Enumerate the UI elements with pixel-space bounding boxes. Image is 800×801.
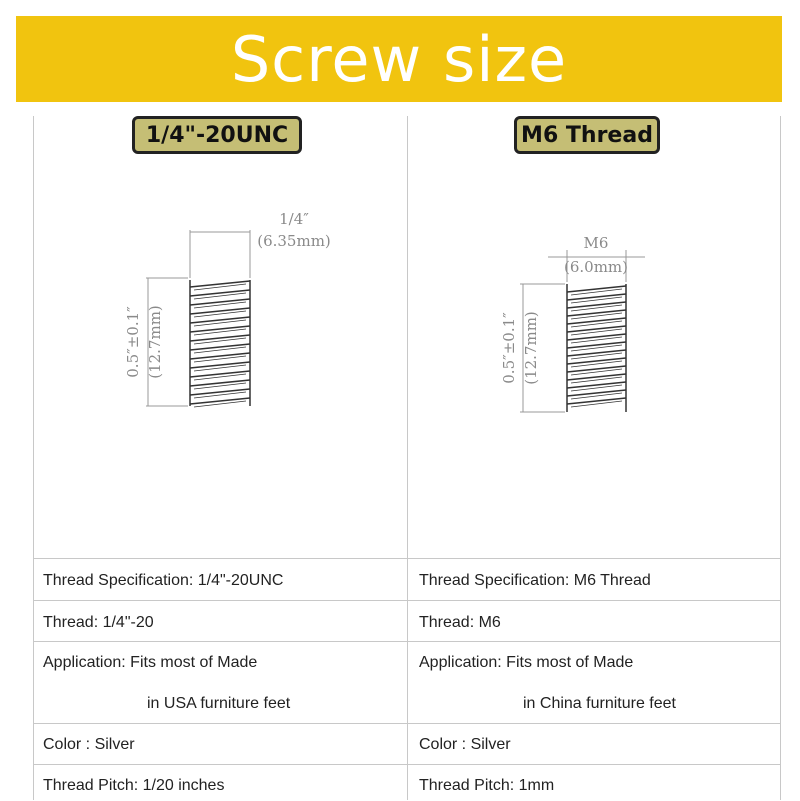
m6-thread-line <box>567 318 626 324</box>
unc-thread-line <box>190 344 250 350</box>
m6-thread-line <box>571 401 622 407</box>
unc-thread-line <box>194 374 246 380</box>
m6-thread: Thread: M6 <box>419 614 501 631</box>
unc-thread-line <box>194 392 246 398</box>
m6-thread-line <box>571 361 622 367</box>
unc-thread-line <box>194 320 246 326</box>
unc-thread-line <box>190 353 250 359</box>
m6-thread-line <box>567 398 626 404</box>
unc-thread-line <box>190 380 250 386</box>
unc-thread-line <box>194 347 246 353</box>
m6-thread-line <box>567 302 626 308</box>
m6-thread-pitch: Thread Pitch: 1mm <box>419 777 555 794</box>
unc-thread-line <box>194 383 246 389</box>
unc-thread-line <box>190 362 250 368</box>
unc-thread-line <box>190 371 250 377</box>
unc-application-line2: in USA furniture feet <box>147 695 291 712</box>
m6-thread-line <box>567 390 626 396</box>
m6-thread-line <box>567 326 626 332</box>
unc-thread-line <box>190 317 250 323</box>
m6-width-label: M6 <box>583 234 609 252</box>
unc-thread-line <box>190 281 250 287</box>
m6-thread-line <box>567 366 626 372</box>
spec-row-thread <box>33 600 781 642</box>
m6-thread-line <box>567 334 626 340</box>
m6-thread-line <box>571 329 622 335</box>
m6-thread-line <box>567 310 626 316</box>
unc-thread-line <box>194 356 246 362</box>
m6-thread-line <box>571 297 622 303</box>
m6-thread-spec: Thread Specification: M6 Thread <box>419 572 651 589</box>
m6-thread-line <box>571 337 622 343</box>
unc-thread-line <box>194 365 246 371</box>
m6-thread-line <box>571 321 622 327</box>
m6-thread-line <box>567 294 626 300</box>
unc-thread-line <box>194 302 246 308</box>
m6-thread-line <box>567 342 626 348</box>
unc-width-dimension <box>190 230 250 278</box>
m6-application-line2: in China furniture feet <box>523 695 676 712</box>
m6-thread-line <box>567 358 626 364</box>
m6-badge: M6 Thread <box>514 116 660 154</box>
unc-thread-lines <box>190 281 250 407</box>
m6-thread-line <box>567 350 626 356</box>
m6-thread-line <box>571 305 622 311</box>
m6-color: Color : Silver <box>419 736 511 753</box>
unc-width-label: 1/4″ <box>279 210 309 228</box>
unc-screw-drawing <box>190 280 250 407</box>
unc-thread-line <box>190 290 250 296</box>
unc-thread-line <box>194 284 246 290</box>
m6-thread-line <box>571 345 622 351</box>
m6-thread-line <box>571 385 622 391</box>
unc-thread-line <box>194 293 246 299</box>
unc-thread-line <box>194 338 246 344</box>
m6-application-line1: Application: Fits most of Made <box>419 654 634 671</box>
unc-color: Color : Silver <box>43 736 135 753</box>
m6-length-label: 0.5″±0.1″ <box>500 312 518 384</box>
m6-thread-line <box>571 377 622 383</box>
unc-length-mm-label: (12.7mm) <box>146 305 164 379</box>
m6-screw-drawing <box>567 284 626 412</box>
unc-width-mm-label: (6.35mm) <box>257 232 331 250</box>
unc-thread-line <box>194 329 246 335</box>
unc-badge: 1/4"-20UNC <box>132 116 302 154</box>
unc-thread-spec: Thread Specification: 1/4"-20UNC <box>43 572 284 589</box>
m6-thread-line <box>571 313 622 319</box>
m6-thread-line <box>571 353 622 359</box>
m6-thread-lines <box>567 286 626 407</box>
m6-thread-line <box>567 286 626 292</box>
unc-thread-line <box>194 311 246 317</box>
m6-thread-line <box>571 289 622 295</box>
spec-row-pitch <box>33 764 781 801</box>
banner-title: Screw size <box>230 22 568 96</box>
spec-row-application <box>33 641 781 724</box>
unc-thread-line <box>194 401 246 407</box>
unc-thread-line <box>190 299 250 305</box>
unc-thread-line <box>190 326 250 332</box>
m6-thread-line <box>571 369 622 375</box>
unc-thread-line <box>190 398 250 404</box>
unc-length-label: 0.5″±0.1″ <box>124 306 142 378</box>
m6-width-mm-label: (6.0mm) <box>563 258 629 276</box>
unc-thread-line <box>190 308 250 314</box>
m6-thread-line <box>571 393 622 399</box>
m6-thread-line <box>567 374 626 380</box>
spec-row-thread-spec <box>33 558 781 601</box>
unc-thread: Thread: 1/4"-20 <box>43 614 154 631</box>
m6-length-mm-label: (12.7mm) <box>522 311 540 385</box>
unc-thread-line <box>190 335 250 341</box>
unc-thread-pitch: Thread Pitch: 1/20 inches <box>43 777 225 794</box>
unc-application-line1: Application: Fits most of Made <box>43 654 258 671</box>
spec-row-color <box>33 723 781 765</box>
m6-thread-line <box>567 382 626 388</box>
unc-thread-line <box>190 389 250 395</box>
